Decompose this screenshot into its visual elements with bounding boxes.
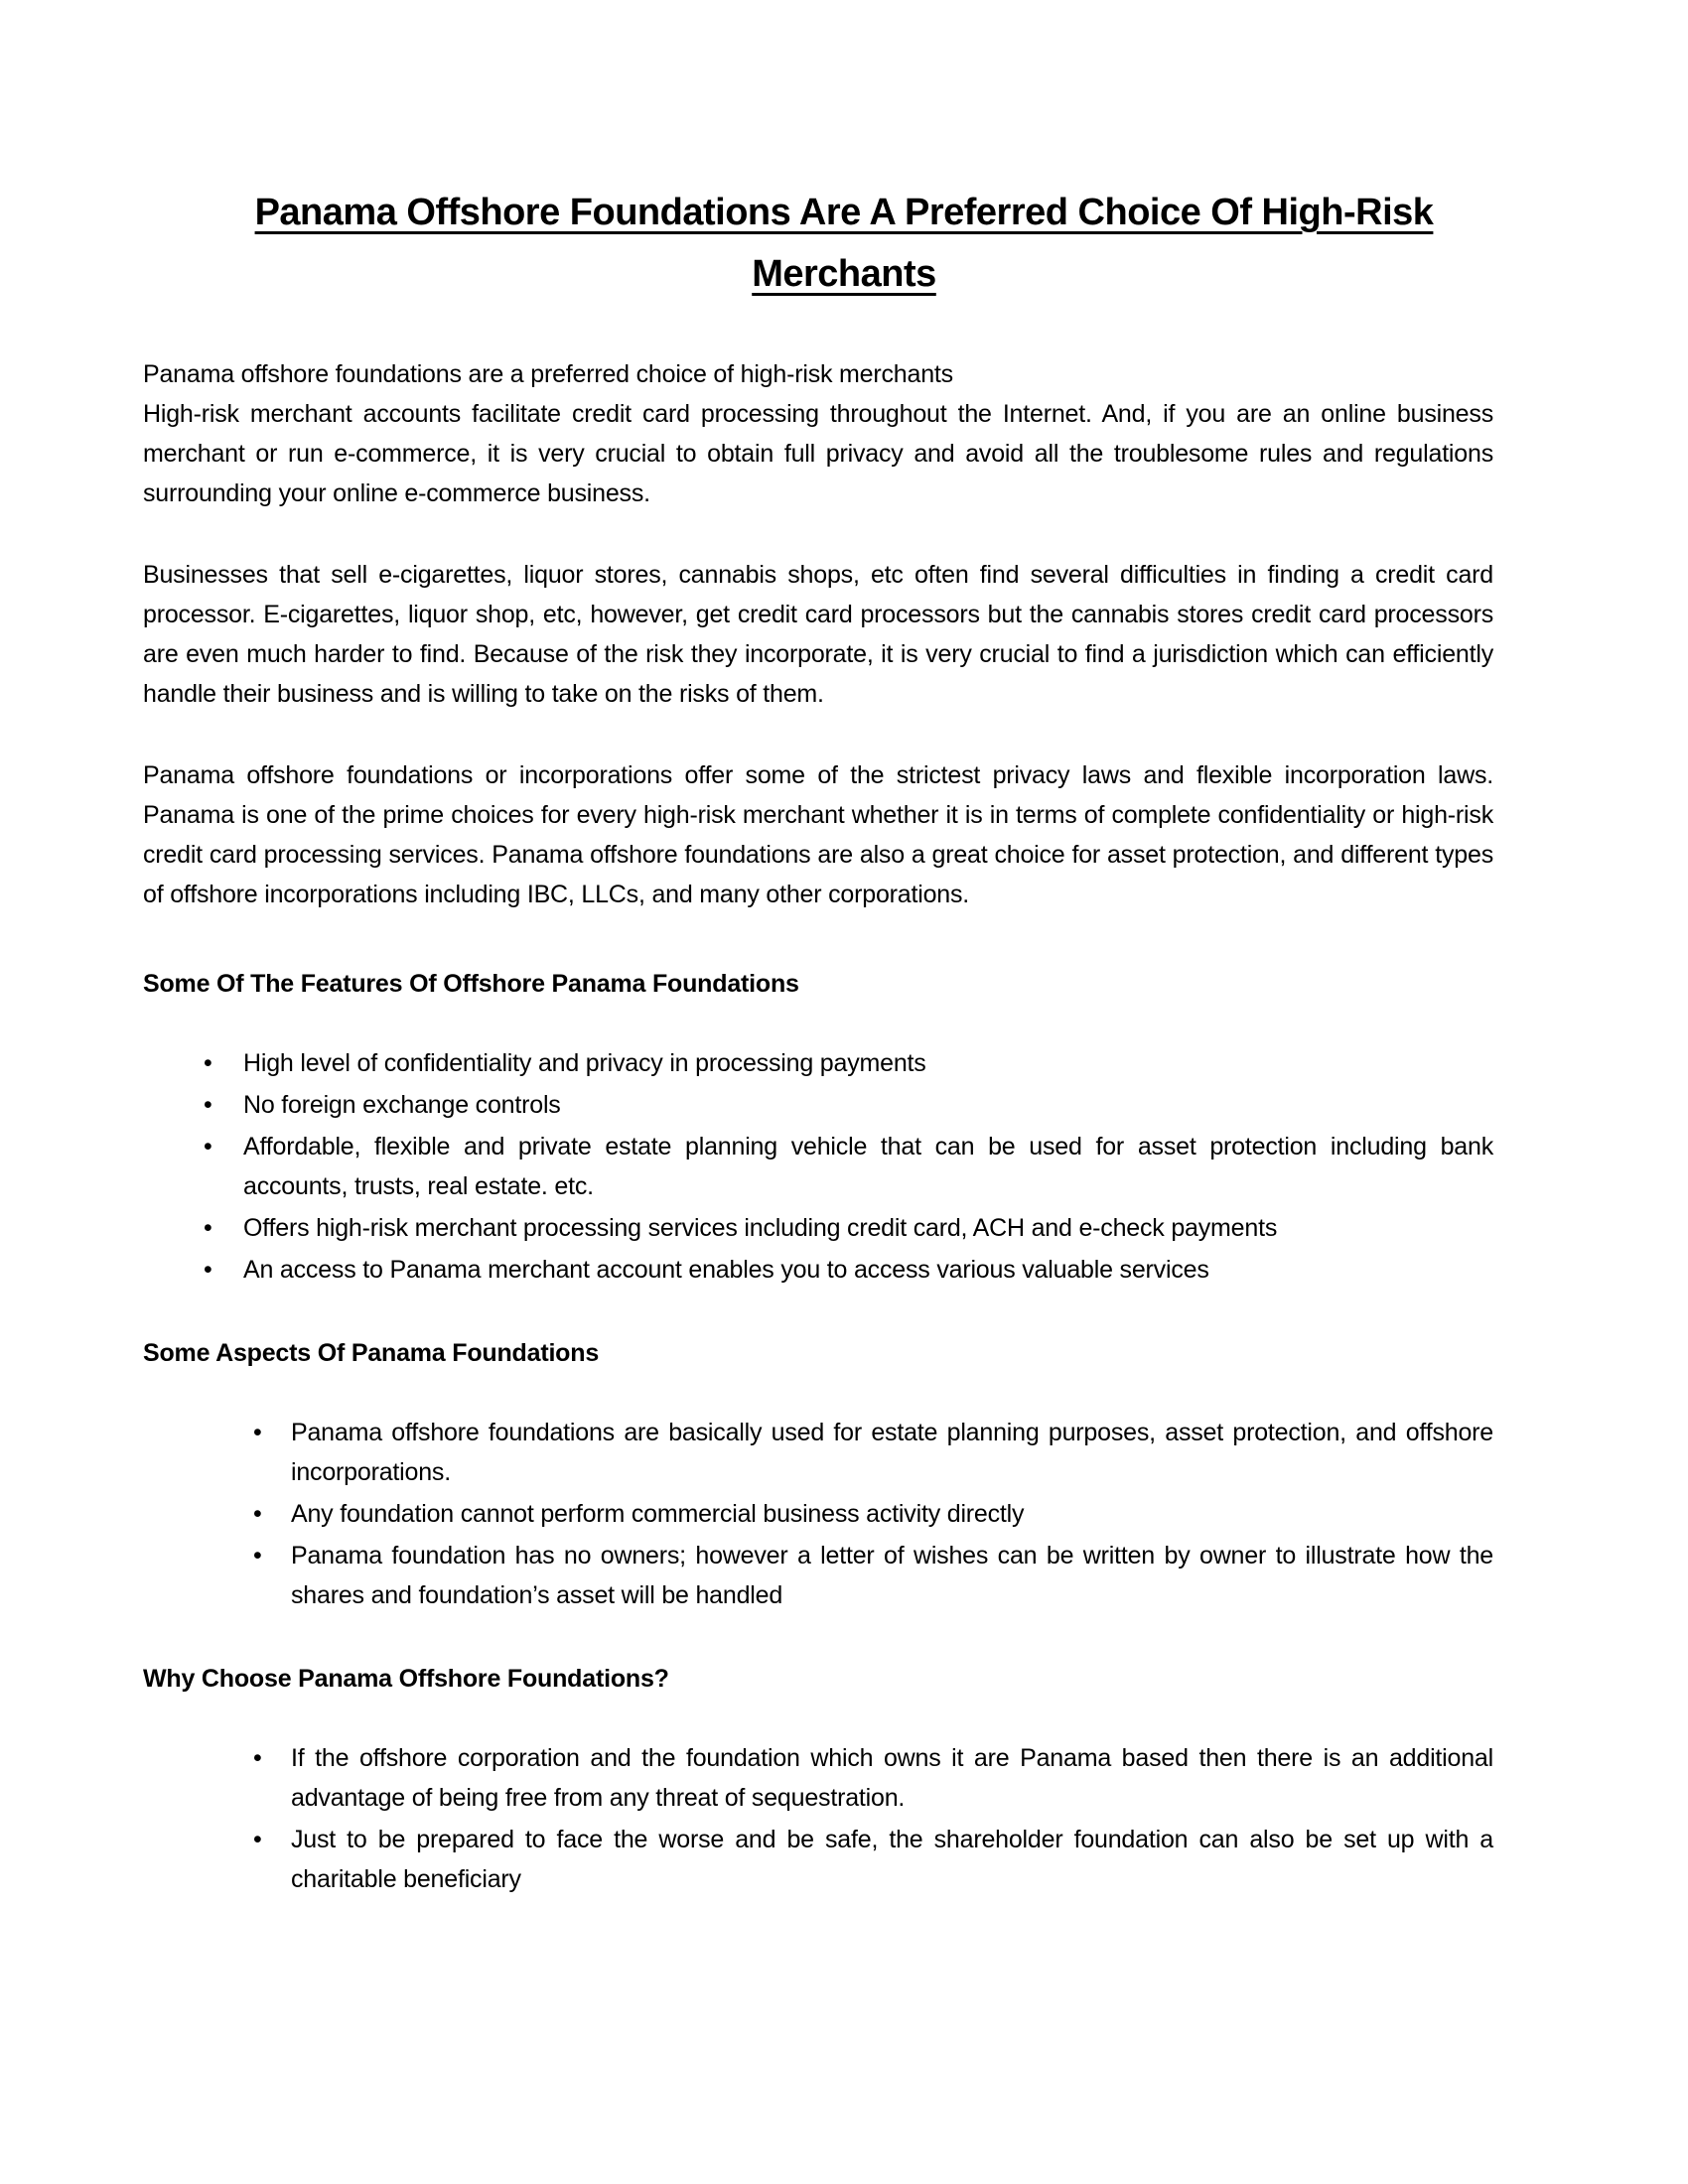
section-heading-aspects: Some Aspects Of Panama Foundations (143, 1339, 600, 1367)
section-heading-features: Some Of The Features Of Offshore Panama Foundations (143, 970, 799, 998)
aspects-bullet-list (143, 1413, 1545, 1615)
list-item-text: Panama foundation has no owners; however a letter of wishes can be written by owner to illustrate how the shares and foundation’s asset will be handled (291, 1542, 1493, 1609)
bullet-icon: • (253, 1744, 262, 1772)
list-item (143, 1820, 1493, 1899)
list-item-text: Offers high-risk merchant processing services including credit card, ACH and e-check payments (243, 1214, 1278, 1242)
bullet-icon: • (253, 1826, 262, 1853)
paragraph-businesses: Businesses that sell e-cigarettes, liquor stores, cannabis shops, etc often find several difficulties in finding a credit card processor. E-cigarettes, liquor shop, etc, however, get credit card processors but the cannabis stores credit card processors are even much harder to find. Because of the risk they incorporate, it is very crucial to find a jurisdiction which can efficiently handle their business and is willing to take on the risks of them. (143, 561, 1493, 708)
paragraph-privacy-laws: Panama offshore foundations or incorporations offer some of the strictest privacy laws and flexible incorporation laws. Panama is one of the prime choices for every high-risk merchant whether it is in terms of complete confidentiality or high-risk credit card processing services. Panama offshore foundations are also a great choice for asset protection, and different types of offshore incorporations including IBC, LLCs, and many other corporations. (143, 761, 1493, 908)
title-line-2: Merchants (752, 253, 936, 295)
bullet-icon: • (253, 1500, 262, 1528)
bullet-icon: • (204, 1214, 212, 1242)
document-title (143, 182, 1545, 305)
list-item-text: If the offshore corporation and the foundation which owns it are Panama based then there is an additional advantage of being free from any threat of sequestration. (291, 1744, 1493, 1812)
features-bullet-list (143, 1043, 1545, 1290)
intro-lead-line: Panama offshore foundations are a preferred choice of high-risk merchants (143, 360, 953, 388)
list-item (143, 1250, 1493, 1290)
list-item (143, 1494, 1493, 1534)
list-item-text: Affordable, flexible and private estate planning vehicle that can be used for asset protection including bank accounts, trusts, real estate. etc. (243, 1133, 1493, 1200)
list-item (143, 1208, 1493, 1248)
list-item (143, 1413, 1493, 1492)
list-item-text: Panama offshore foundations are basically used for estate planning purposes, asset protection, and offshore incorporations. (291, 1419, 1493, 1486)
list-item-text: Just to be prepared to face the worse and be safe, the shareholder foundation can also be set up with a charitable beneficiary (291, 1826, 1493, 1893)
list-item (143, 1127, 1493, 1206)
list-item (143, 1043, 1493, 1083)
list-item-text: Any foundation cannot perform commercial business activity directly (291, 1500, 1025, 1528)
list-item-text: High level of confidentiality and privacy in processing payments (243, 1049, 926, 1077)
bullet-icon: • (253, 1542, 262, 1570)
bullet-icon: • (204, 1256, 212, 1284)
list-item-text: An access to Panama merchant account enables you to access various valuable services (243, 1256, 1209, 1284)
intro-body-text: High-risk merchant accounts facilitate credit card processing throughout the Internet. And, if you are an online business merchant or run e-commerce, it is very crucial to obtain full privacy and avoid all the troublesome rules and regulations surrounding your online e-commerce business. (143, 400, 1493, 507)
list-item (143, 1085, 1493, 1125)
list-item (143, 1738, 1493, 1818)
title-line-1: Panama Offshore Foundations Are A Preferred Choice Of High-Risk (254, 192, 1434, 233)
bullet-icon: • (204, 1133, 212, 1160)
why-choose-bullet-list (143, 1738, 1545, 1899)
list-item (143, 1536, 1493, 1615)
bullet-icon: • (204, 1091, 212, 1119)
list-item-text: No foreign exchange controls (243, 1091, 561, 1119)
intro-paragraph (143, 354, 1545, 513)
section-heading-why-choose: Why Choose Panama Offshore Foundations? (143, 1665, 669, 1693)
bullet-icon: • (204, 1049, 212, 1077)
bullet-icon: • (253, 1419, 262, 1446)
